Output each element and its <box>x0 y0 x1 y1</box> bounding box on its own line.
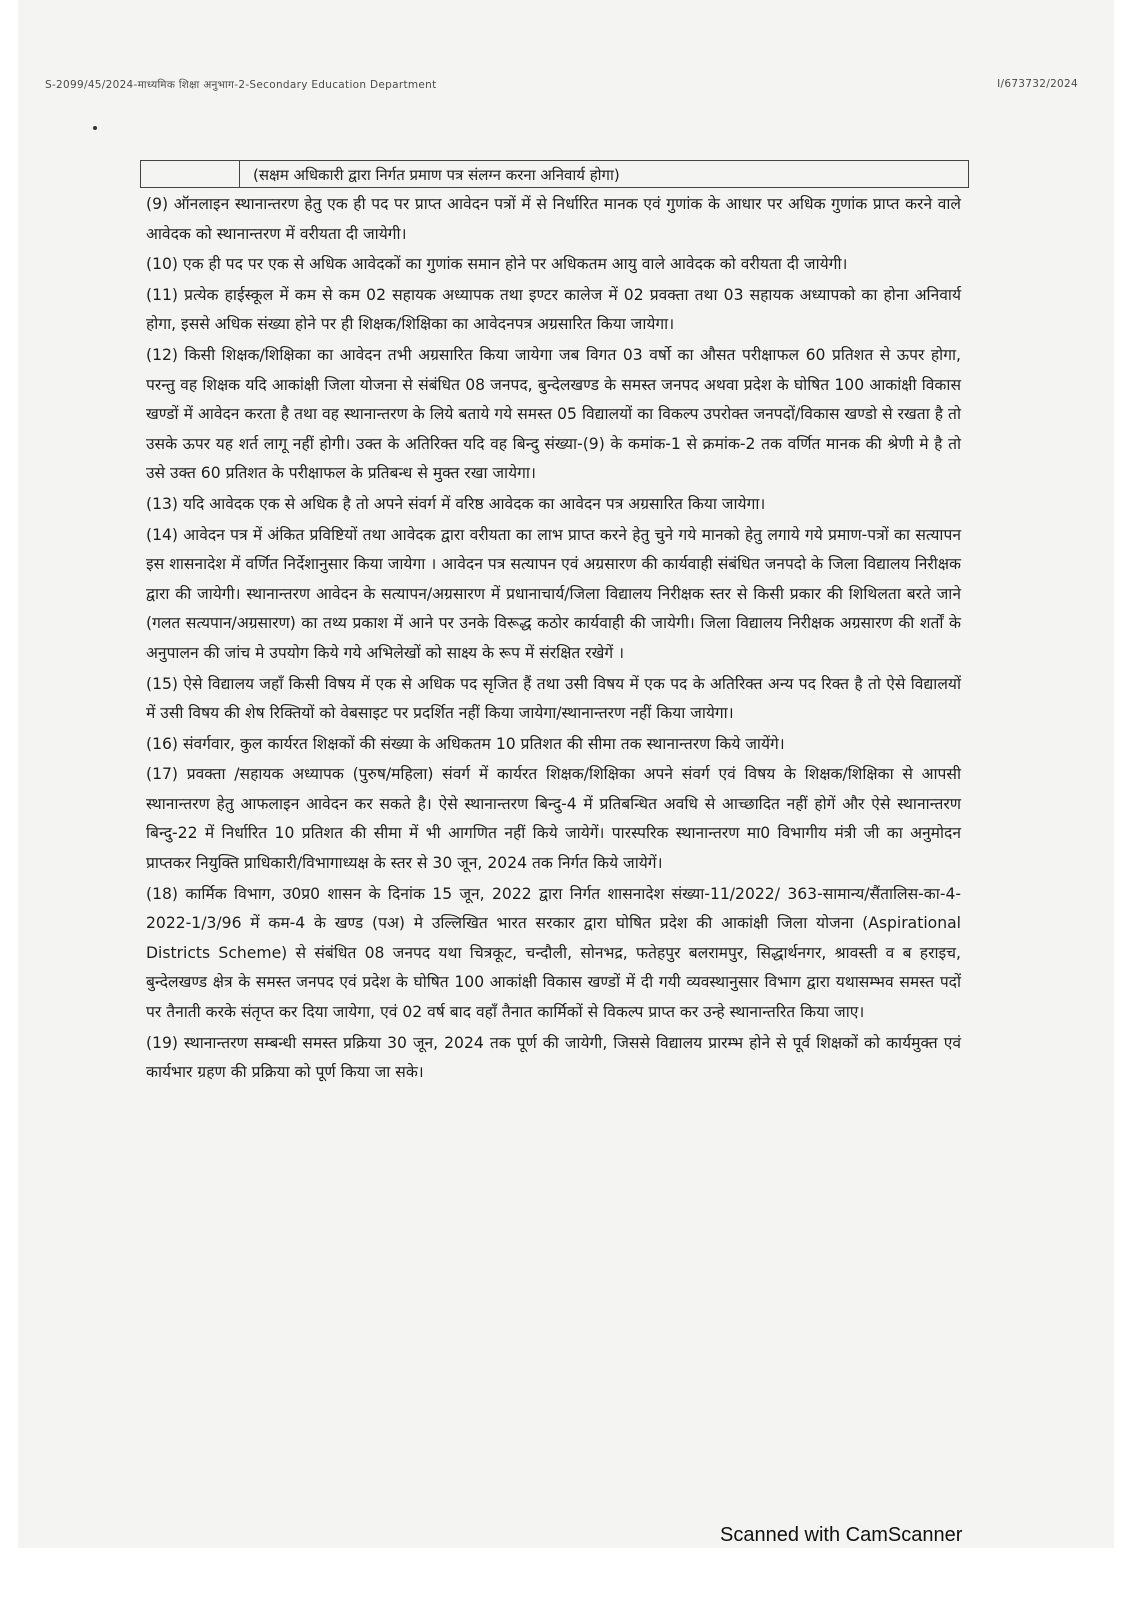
paragraph-16: (16) संवर्गवार, कुल कार्यरत शिक्षकों की संख्या के अधिकतम 10 प्रतिशत की सीमा तक स्थानान्तरण किये जायेंगे। <box>146 734 785 753</box>
table-row <box>140 160 969 188</box>
paragraph-17: (17) प्रवक्ता /सहायक अध्यापक (पुरुष/महिला) संवर्ग में कार्यरत शिक्षक/शिक्षिका अपने संवर्ग एवं विषय के शिक्षक/शिक्षिका से आपसी स्थानान्तरण हेतु आफलाइन आवेदन कर सकते है। ऐसे स्थानान्तरण बिन्दु-4 में प्रतिबन्धित अवधि से आच्छादित नहीं होगें और ऐसे स्थानान्तरण बिन्दु-22 में निर्धारित 10 प्रतिशत की सीमा में भी आगणित नहीं किये जायेगें। पारस्परिक स्थानान्तरण मा0 विभागीय मंत्री जी का अनुमोदन प्राप्तकर नियुक्ति प्राधिकारी/विभागाध्यक्ष के स्तर से 30 जून, 2024 तक निर्गत किये जायेगें। <box>146 765 961 873</box>
file-reference: S-2099/45/2024-माध्यमिक शिक्षा अनुभाग-2-Secondary Education Department <box>45 79 437 91</box>
paragraph-18: (18) कार्मिक विभाग, उ0प्र0 शासन के दिनांक 15 जून, 2022 द्वारा निर्गत शासनादेश संख्या-11/2022/ 363-सामान्य/सैंतालिस-का-4-2022-1/3/96 में कम-4 के खण्ड (पअ) मे उल्लिखित भारत सरकार द्वारा घोषित प्रदेश की आकांक्षी जिला योजना (Aspirational Districts Scheme) से संबंधित 08 जनपद यथा चित्रकूट, चन्दौली, सोनभद्र, फतेहपुर बलरामपुर, सिद्धार्थनगर, श्रावस्ती व ब हराइच, बुन्देलखण्ड क्षेत्र के समस्त जनपद एवं प्रदेश के घोषित 100 आकांक्षी विकास खण्डों में दी गयी व्यवस्थानुसार विभाग द्वारा यथासम्भव समस्त पदों पर तैनाती करके संतृप्त कर दिया जायेगा, एवं 02 वर्ष बाद वहाँ तैनात कार्मिकों से विकल्प प्राप्त कर उन्हे स्थानान्तरित किया जाए। <box>146 884 961 1022</box>
paragraph-14: (14) आवेदन पत्र में अंकित प्रविष्टियों तथा आवेदक द्वारा वरीयता का लाभ प्राप्त करने हेतु चुने गये मानको हेतु लगाये गये प्रमाण-पत्रों का सत्यापन इस शासनादेश में वर्णित निर्देशानुसार किया जायेगा । आवेदन पत्र सत्यापन एवं अग्रसारण की कार्यवाही संबंधित जनपदो के जिला विद्यालय निरीक्षक द्वारा की जायेगी। स्थानान्तरण आवेदन के सत्यापन/अग्रसारण में प्रधानाचार्य/जिला विद्यालय निरीक्षक स्तर से किसी प्रकार की शिथिलता बरते जाने (गलत सत्यपान/अग्रसारण) का तथ्य प्रकाश में आने पर उनके विरूद्ध कठोर कार्यवाही की जायेगी। जिला विद्यालय निरीक्षक अग्रसारण की शर्तों के अनुपालन की जांच मे उपयोग किये गये अभिलेखों को साक्ष्य के रूप में संरक्षित रखेगें । <box>146 525 961 662</box>
paragraph-15: (15) ऐसे विद्यालय जहाँ किसी विषय में एक से अधिक पद सृजित हैं तथा उसी विषय में एक पद के अतिरिक्त अन्य पद रिक्त है तो ऐसे विद्यालयों में उसी विषय की शेष रिक्तियों को वेबसाइट पर प्रदर्शित नहीं किया जायेगा/स्थानान्तरण नहीं किया जायेगा। <box>146 674 961 723</box>
document-number: I/673732/2024 <box>997 78 1078 90</box>
paragraph-12: (12) किसी शिक्षक/शिक्षिका का आवेदन तभी अग्रसारित किया जायेगा जब विगत 03 वर्षो का औसत परीक्षाफल 60 प्रतिशत से ऊपर होगा, परन्तु वह शिक्षक यदि आकांक्षी जिला योजना से संबंधित 08 जनपद, बुन्देलखण्ड के समस्त जनपद अथवा प्रदेश के घोषित 100 आकांक्षी विकास खण्डों में आवेदन करता है तथा वह स्थानान्तरण के लिये बताये गये समस्त 05 विद्यालयों का विकल्प उपरोक्त जनपदों/विकास खण्डो से रखता है तो उसके ऊपर यह शर्त लागू नहीं होगी। उक्त के अतिरिक्त यदि वह बिन्दु संख्या-(9) के कमांक-1 से क्रमांक-2 तक वर्णित मानक की श्रेणी मे है तो उसे उक्त 60 प्रतिशत के परीक्षाफल के प्रतिबन्ध से मुक्त रखा जायेगा। <box>146 345 961 483</box>
paragraph-11: (11) प्रत्येक हाईस्कूल में कम से कम 02 सहायक अध्यापक तथा इण्टर कालेज में 02 प्रवक्ता तथा 03 सहायक अध्यापको का होना अनिवार्य होगा, इससे अधिक संख्या होने पर ही शिक्षक/शिक्षिका का आवेदनपत्र अग्रसारित किया जायेगा। <box>146 285 961 334</box>
paragraph-10: (10) एक ही पद पर एक से अधिक आवेदकों का गुणांक समान होने पर अधिकतम आयु वाले आवेदक को वरीयता दी जायेगी। <box>146 255 848 274</box>
scanner-watermark: Scanned with CamScanner <box>720 1524 963 1546</box>
scan-speck <box>93 126 97 130</box>
document-body <box>146 190 961 1089</box>
document-header <box>45 78 1078 92</box>
table-cell-divider <box>239 161 240 187</box>
paragraph-19: (19) स्थानान्तरण सम्बन्धी समस्त प्रक्रिया 30 जून, 2024 तक पूर्ण की जायेगी, जिससे विद्यालय प्रारम्भ होने से पूर्व शिक्षकों को कार्यमुक्त एवं कार्यभार ग्रहण की प्रक्रिया को पूर्ण किया जा सके। <box>146 1033 961 1082</box>
table-cell-text: (सक्षम अधिकारी द्वारा निर्गत प्रमाण पत्र संलग्न करना अनिवार्य होगा) <box>253 166 620 184</box>
paragraph-13: (13) यदि आवेदक एक से अधिक है तो अपने संवर्ग में वरिष्ठ आवेदक का आवेदन पत्र अग्रसारित किया जायेगा। <box>146 494 766 513</box>
paragraph-9: (9) ऑनलाइन स्थानान्तरण हेतु एक ही पद पर प्राप्त आवेदन पत्रों में से निर्धारित मानक एवं गुणांक के आधार पर अधिक गुणांक प्राप्त करने वाले आवेदक को स्थानान्तरण में वरीयता दी जायेगी। <box>146 195 961 243</box>
